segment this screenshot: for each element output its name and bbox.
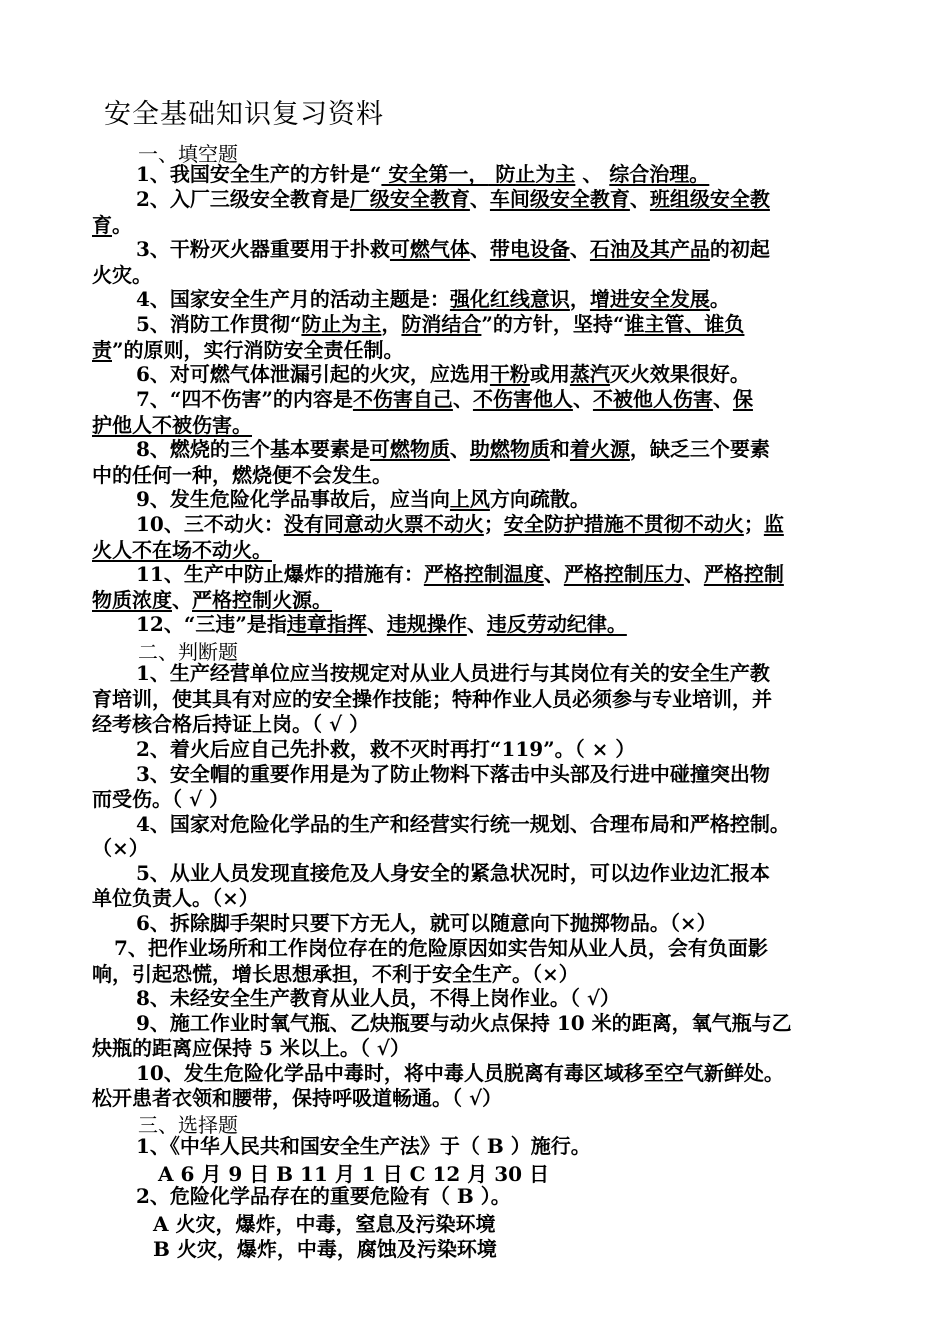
- judge-line: 经考核合格后持证上岗。（ √ ）: [92, 712, 370, 736]
- fill-q8-line2: 中的任何一种，燃烧便不会发生。: [92, 463, 392, 487]
- judge-line: 炔瓶的距离应保持 5 米以上。（ √）: [92, 1036, 410, 1060]
- judge-line: 3、安全帽的重要作用是为了防止物料下落击中头部及行进中碰撞突出物: [136, 762, 770, 786]
- fill-q8-line1: 8、燃烧的三个基本要素是可燃物质、助燃物质和着火源，缺乏三个要素: [136, 437, 770, 461]
- fill-q7-line2: 护他人不被伤害。: [92, 413, 252, 437]
- fill-q2-line2: 育。: [92, 213, 132, 237]
- judge-line: 而受伤。（ √ ）: [92, 787, 230, 811]
- section-heading-choice: 三、选择题: [138, 1113, 238, 1137]
- fill-q1: 1、我国安全生产的方针是“ 安全第一， 防止为主 、 综合治理。: [136, 162, 710, 186]
- fill-q4: 4、国家安全生产月的活动主题是：强化红线意识，增进安全发展。: [136, 287, 730, 311]
- fill-q10-line2: 火人不在场不动火。: [92, 538, 272, 562]
- judge-line: 7、把作业场所和工作岗位存在的危险原因如实告知从业人员，会有负面影: [114, 936, 768, 960]
- choice-q2-option-a: A 火灾，爆炸，中毒，窒息及污染环境: [153, 1212, 496, 1236]
- fill-q12: 12、“三违”是指违章指挥、违规操作、违反劳动纪律。: [136, 612, 627, 636]
- judge-line: 单位负责人。（×）: [92, 886, 259, 910]
- judge-line: 松开患者衣领和腰带，保持呼吸道畅通。（ √）: [92, 1086, 503, 1110]
- fill-q3-line1: 3、干粉灭火器重要用于扑救可燃气体、带电设备、石油及其产品的初起: [136, 237, 770, 261]
- choice-q2: 2、危险化学品存在的重要危险有（ B ）。: [136, 1184, 511, 1208]
- choice-q1-options: A 6 月 9 日 B 11 月 1 日 C 12 月 30 日: [158, 1162, 550, 1186]
- fill-q7-line1: 7、“四不伤害”的内容是不伤害自己、不伤害他人、不被他人伤害、保: [136, 387, 753, 411]
- judge-line: （×）: [92, 836, 149, 860]
- judge-line: 5、从业人员发现直接危及人身安全的紧急状况时，可以边作业边汇报本: [136, 861, 770, 885]
- choice-q2-option-b: B 火灾，爆炸，中毒，腐蚀及污染环境: [153, 1237, 497, 1261]
- section-heading-judge: 二、判断题: [138, 640, 238, 664]
- fill-q9: 9、发生危险化学品事故后，应当向上风方向疏散。: [136, 487, 590, 511]
- judge-line: 响，引起恐慌，增长思想承担，不利于安全生产。（×）: [92, 962, 579, 986]
- fill-q5-line1: 5、消防工作贯彻“防止为主，防消结合”的方针，坚持“谁主管、谁负: [136, 312, 745, 336]
- judge-line: 1、生产经营单位应当按规定对从业人员进行与其岗位有关的安全生产教: [136, 661, 770, 685]
- fill-q5-line2: 责”的原则，实行消防安全责任制。: [92, 338, 404, 362]
- fill-q11-line1: 11、生产中防止爆炸的措施有：严格控制温度、严格控制压力、严格控制: [136, 562, 784, 586]
- fill-q11-line2: 物质浓度、严格控制火源。: [92, 588, 332, 612]
- fill-q6: 6、对可燃气体泄漏引起的火灾，应选用干粉或用蒸汽灭火效果很好。: [136, 362, 750, 386]
- fill-q10-line1: 10、三不动火：没有同意动火票不动火；安全防护措施不贯彻不动火；监: [136, 512, 784, 536]
- judge-line: 6、拆除脚手架时只要下方无人，就可以随意向下抛掷物品。（×）: [136, 911, 717, 935]
- fill-q3-line2: 火灾。: [92, 263, 152, 287]
- fill-q2-line1: 2、入厂三级安全教育是厂级安全教育、车间级安全教育、班组级安全教: [136, 187, 770, 211]
- choice-q1: 1、《中华人民共和国安全生产法》于（ B ）施行。: [136, 1134, 591, 1158]
- judge-line: 8、未经安全生产教育从业人员，不得上岗作业。（ √）: [136, 986, 621, 1010]
- document-title: 安全基础知识复习资料: [104, 99, 384, 130]
- section-heading-fill: 一、填空题: [138, 142, 238, 166]
- judge-line: 9、施工作业时氧气瓶、乙炔瓶要与动火点保持 10 米的距离，氧气瓶与乙: [136, 1011, 792, 1035]
- judge-line: 2、着火后应自己先扑救，救不灭时再打“119”。（ × ）: [136, 737, 636, 761]
- judge-line: 10、发生危险化学品中毒时，将中毒人员脱离有毒区域移至空气新鲜处。: [136, 1061, 784, 1085]
- judge-line: 育培训，使其具有对应的安全操作技能；特种作业人员必须参与专业培训，并: [92, 687, 772, 711]
- judge-line: 4、国家对危险化学品的生产和经营实行统一规划、合理布局和严格控制。: [136, 812, 790, 836]
